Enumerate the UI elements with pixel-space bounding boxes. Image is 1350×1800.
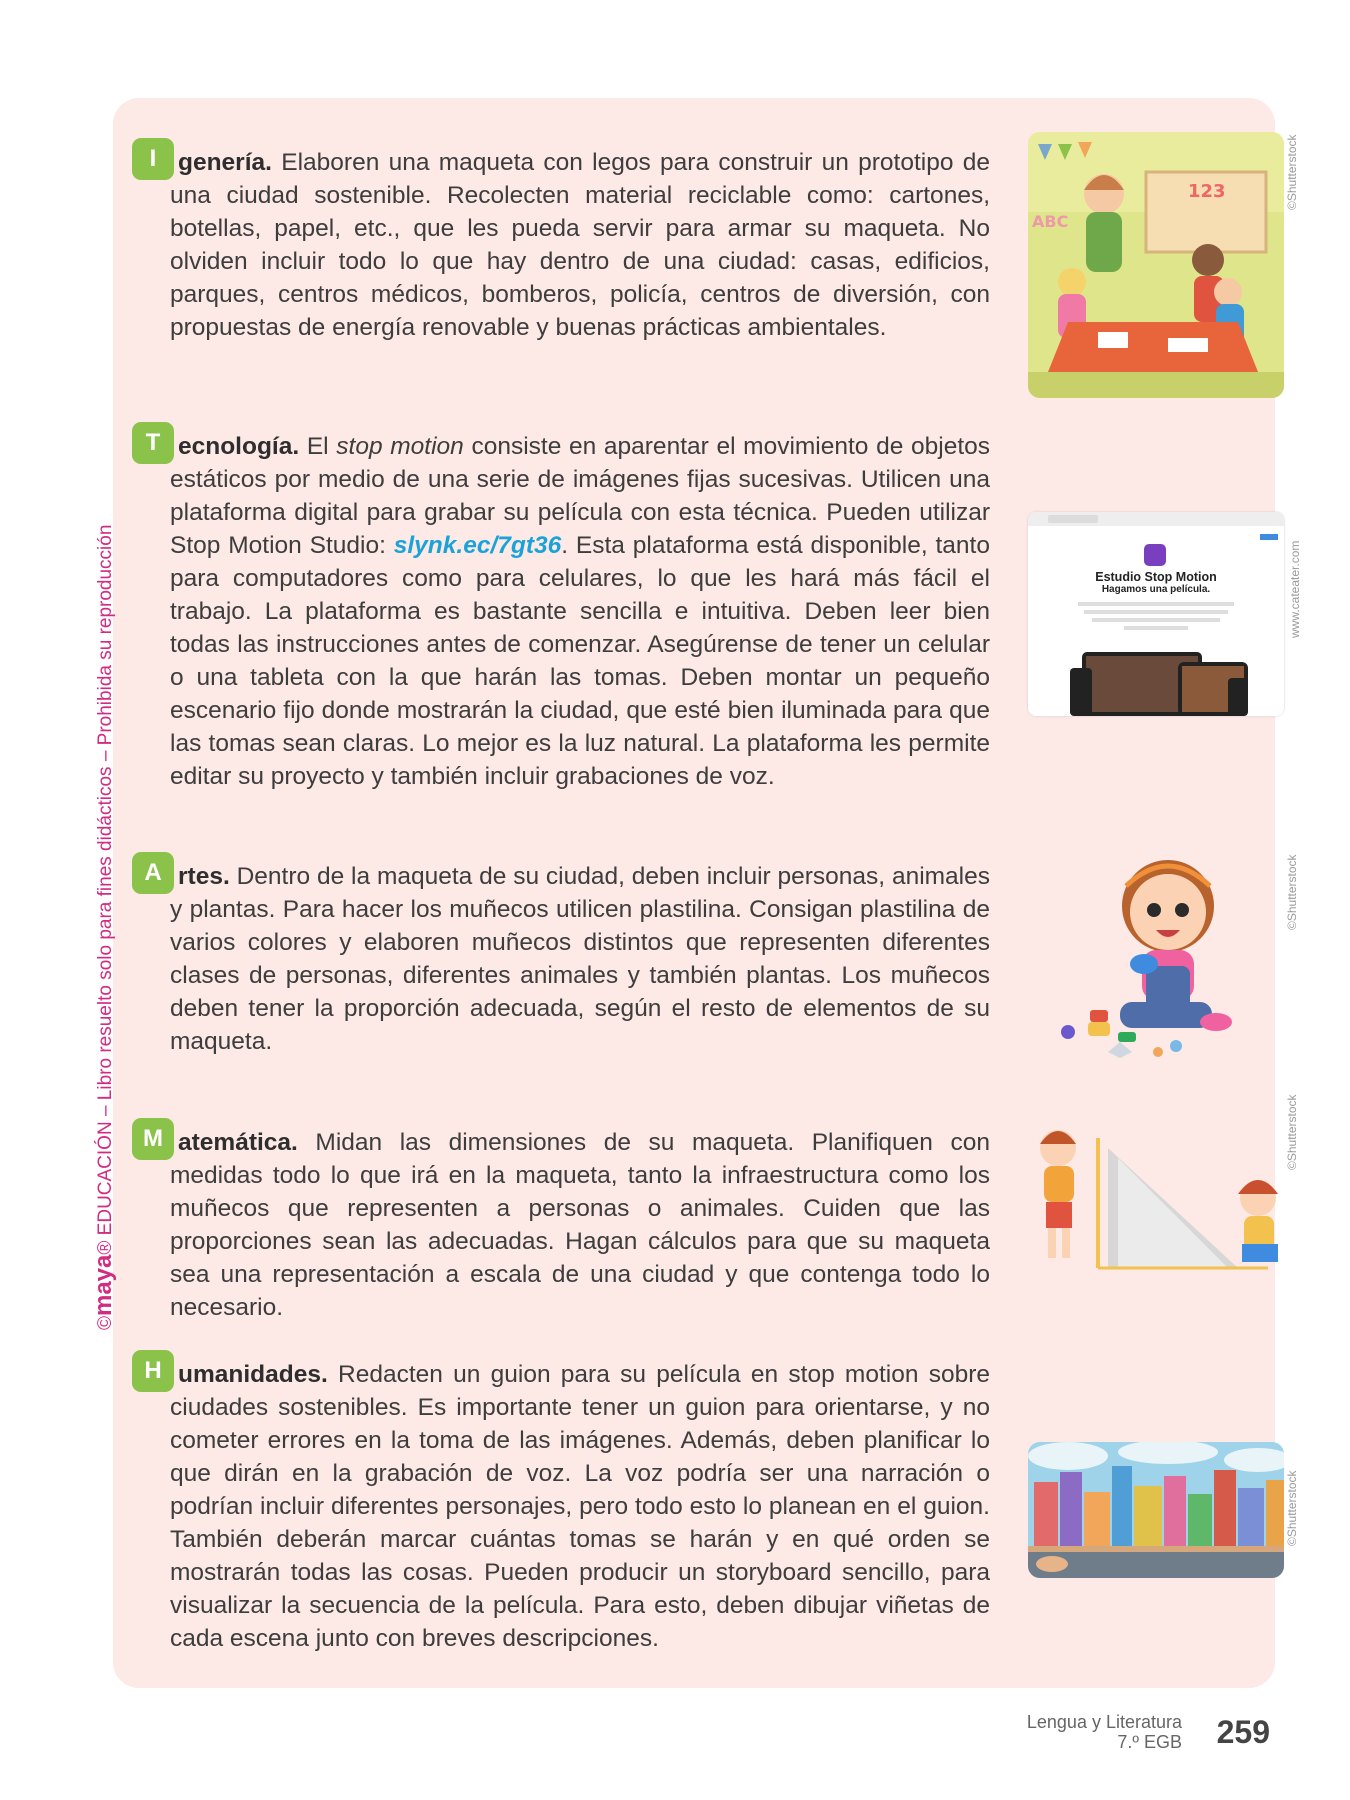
section-body-mid: consiste en aparentar el movimiento de objetos estáticos por medio de una serie de imágenes fijas sucesivas. Utilicen una plataforma digital para grabar su película con esta técnica. Pueden utilizar Stop Motion Studio: — [170, 433, 990, 559]
measuring-illustration — [1028, 1118, 1286, 1278]
letter-badge: T — [132, 422, 174, 464]
section-humanidades — [144, 1357, 990, 1655]
girl-clay-illustration — [1058, 846, 1258, 1062]
section-paragraph — [170, 146, 990, 344]
section-paragraph — [170, 1126, 990, 1324]
section-paragraph — [170, 860, 990, 1058]
section-title: genería. — [178, 149, 272, 176]
italic-term: stop motion — [336, 433, 464, 460]
footer-subject: Lengua y Literatura — [1026, 1712, 1182, 1732]
section-body-post: . Esta plataforma está disponible, tanto para computadores como para celulares, lo que les hará más fácil el trabajo. La plataforma es bastante sencilla e intuitiva. Deben leer bien todas las instrucciones antes de comenzar. Asegúrense de tener un celular o una tableta con la que harán las tomas. Deben montar un pequeño escenario fijo donde mostrarán la ciudad, que esté bien iluminada para que las tomas sean claras. Lo mejor es la luz natural. La plataforma les permite editar su proyecto y también incluir grabaciones de voz. — [170, 532, 990, 790]
section-body-pre: El — [299, 433, 337, 460]
section-body: Midan las dimensiones de su maqueta. Planifiquen con medidas todo lo que irá en la maqueta, tanto la infraestructura como los muñecos que representen a personas o animales. Cuiden que las proporciones sean las adecuadas. Hagan cálculos para que su maqueta sea una representación a escala de una ciudad y que contenga todo lo necesario. — [170, 1129, 990, 1321]
section-paragraph — [170, 1358, 990, 1655]
image-credit: ©Shutterstock — [1285, 134, 1299, 210]
section-tecnologia — [145, 429, 990, 793]
page-number: 259 — [1216, 1714, 1270, 1750]
copyright-symbol: © — [95, 1316, 116, 1330]
section-title: ecnología. — [178, 433, 300, 460]
section-paragraph — [170, 430, 990, 793]
brand-logo: maya — [90, 1254, 117, 1316]
image-credit: ©Shutterstock — [1285, 854, 1299, 930]
city-illustration — [1028, 1442, 1284, 1578]
page-footer — [970, 1712, 1270, 1762]
section-body: Redacten un guion para su película en stop motion sobre ciudades sostenibles. Es importante tener un guion para orientarse, y no cometer errores en la toma de las imágenes. Además, deben planificar lo que dirán en la grabación de voz. La voz podría ser una narración o podrían incluir diferentes personajes, pero todo esto lo planean en el guion. También deberán marcar cuántas tomas se harán y en qué orden se mostrarán todas las cosas. Pueden producir un storyboard sencillo, para visualizar la secuencia de la película. Para esto, deben dibujar viñetas de cada escena junto con breves descripciones. — [170, 1361, 990, 1652]
section-ingenieria — [149, 145, 990, 344]
stop-motion-link[interactable]: slynk.ec/7gt36 — [393, 532, 562, 559]
stop-motion-screenshot — [1028, 512, 1284, 716]
image-credit: ©Shutterstock — [1285, 1094, 1299, 1170]
section-title: umanidades. — [178, 1361, 328, 1388]
section-body: Elaboren una maqueta con legos para construir un prototipo de una ciudad sostenible. Recolecten material reciclable como: cartones, botellas, papel, etc., que les pueda servir para armar su maqueta. No olviden incluir todo lo que hay dentro de una ciudad: casas, edificios, parques, centros médicos, bomberos, policía, centros de diversión, con propuestas de energía renovable y buenas prácticas ambientales. — [170, 149, 990, 341]
image-credit: www.cateater.com — [1288, 540, 1302, 638]
image-credit: ©Shutterstock — [1285, 1470, 1299, 1546]
section-matematica — [143, 1125, 990, 1324]
classroom-illustration — [1028, 132, 1284, 398]
section-title: atemática. — [178, 1129, 298, 1156]
section-artes — [144, 859, 990, 1058]
letter-badge: I — [132, 138, 174, 180]
screenshot-subtitle: Hagamos una película. — [1101, 584, 1211, 595]
copyright-sidebar — [90, 525, 118, 1330]
letter-badge: M — [132, 1118, 174, 1160]
svg-text:ABC: ABC — [1032, 212, 1069, 231]
section-body: Dentro de la maqueta de su ciudad, deben incluir personas, animales y plantas. Para hacer los muñecos utilicen plastilina. Consigan plastilina de varios colores y elaboren muñecos distintos que representen diferentes clases de personas, diferentes animales y también plantas. Los muñecos deben tener la proporción adecuada, según el resto de elementos de su maqueta. — [170, 863, 990, 1055]
footer-grade: 7.º EGB — [1117, 1732, 1182, 1752]
copyright-text: ® EDUCACIÓN – Libro resuelto solo para fines didácticos – Prohibida su reproducción — [95, 524, 116, 1255]
letter-badge: A — [132, 852, 174, 894]
svg-text:123: 123 — [1188, 181, 1226, 202]
screenshot-title: Estudio Stop Motion — [1095, 570, 1217, 584]
letter-badge: H — [132, 1350, 174, 1392]
section-title: rtes. — [178, 863, 230, 890]
